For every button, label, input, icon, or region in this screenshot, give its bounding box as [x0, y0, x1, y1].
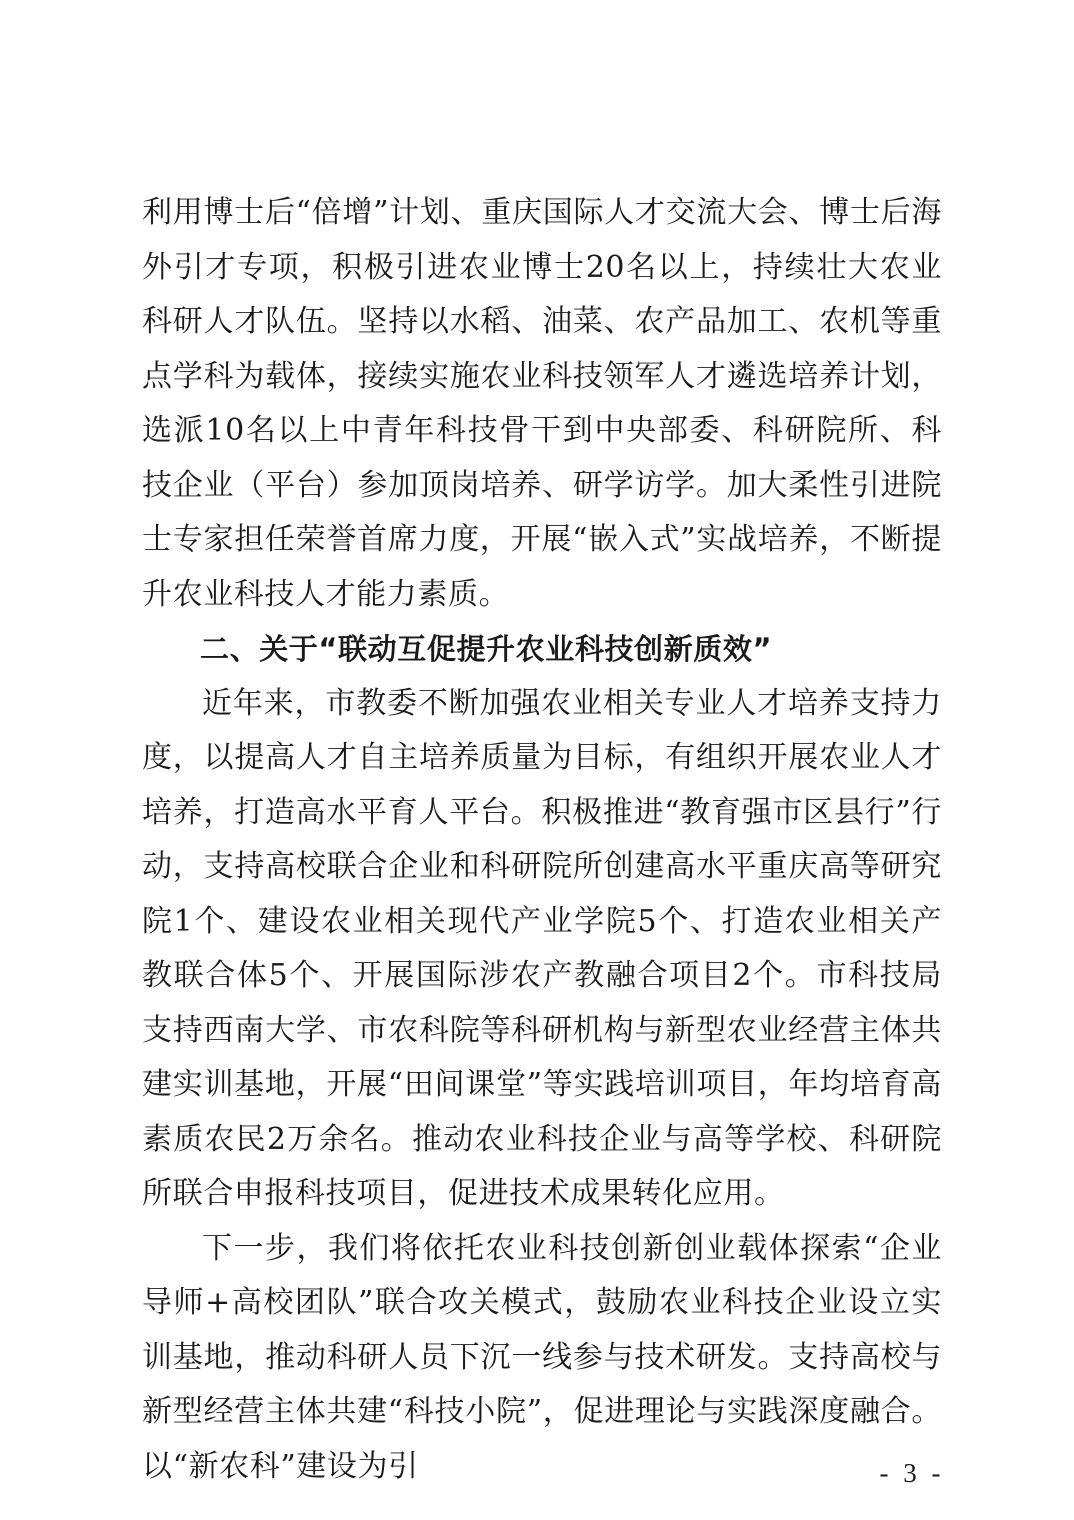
- document-body: [142, 186, 942, 1494]
- paragraph-continued: 利用博士后“倍增”计划、重庆国际人才交流大会、博士后海外引才专项，积极引进农业博士20名以上，持续壮大农业科研人才队伍。坚持以水稻、油菜、农产品加工、农机等重点学科为载体，接续实施农业科技领军人才遴选培养计划，选派10名以上中青年科技骨干到中央部委、科研院所、科技企业（平台）参加顶岗培养、研学访学。加大柔性引进院士专家担任荣誉首席力度，开展“嵌入式”实战培养，不断提升农业科技人才能力素质。: [142, 195, 942, 612]
- page-number: - 3 -: [879, 1458, 945, 1488]
- paragraph-recent-years: 近年来，市教委不断加强农业相关专业人才培养支持力度，以提高人才自主培养质量为目标，有组织开展农业人才培养，打造高水平育人平台。积极推进“教育强市区县行”行动，支持高校联合企业和科研院所创建高水平重庆高等研究院1个、建设农业相关现代产业学院5个、打造农业相关产教联合体5个、开展国际涉农产教融合项目2个。市科技局支持西南大学、市农科院等科研机构与新型农业经营主体共建实训基地，开展“田间课堂”等实践培训项目，年均培育高素质农民2万余名。推动农业科技企业与高等学校、科研院所联合申报科技项目，促进技术成果转化应用。: [142, 685, 942, 1211]
- section-heading: 二、关于“联动互促提升农业科技创新质效”: [200, 632, 773, 666]
- paragraph-next-steps: 下一步，我们将依托农业科技创新创业载体探索“企业导师+高校团队”联合攻关模式，鼓励农业科技企业设立实训基地，推动科研人员下沉一线参与技术研发。支持高校与新型经营主体共建“科技小院”，促进理论与实践深度融合。以“新农科”建设为引: [142, 1230, 942, 1484]
